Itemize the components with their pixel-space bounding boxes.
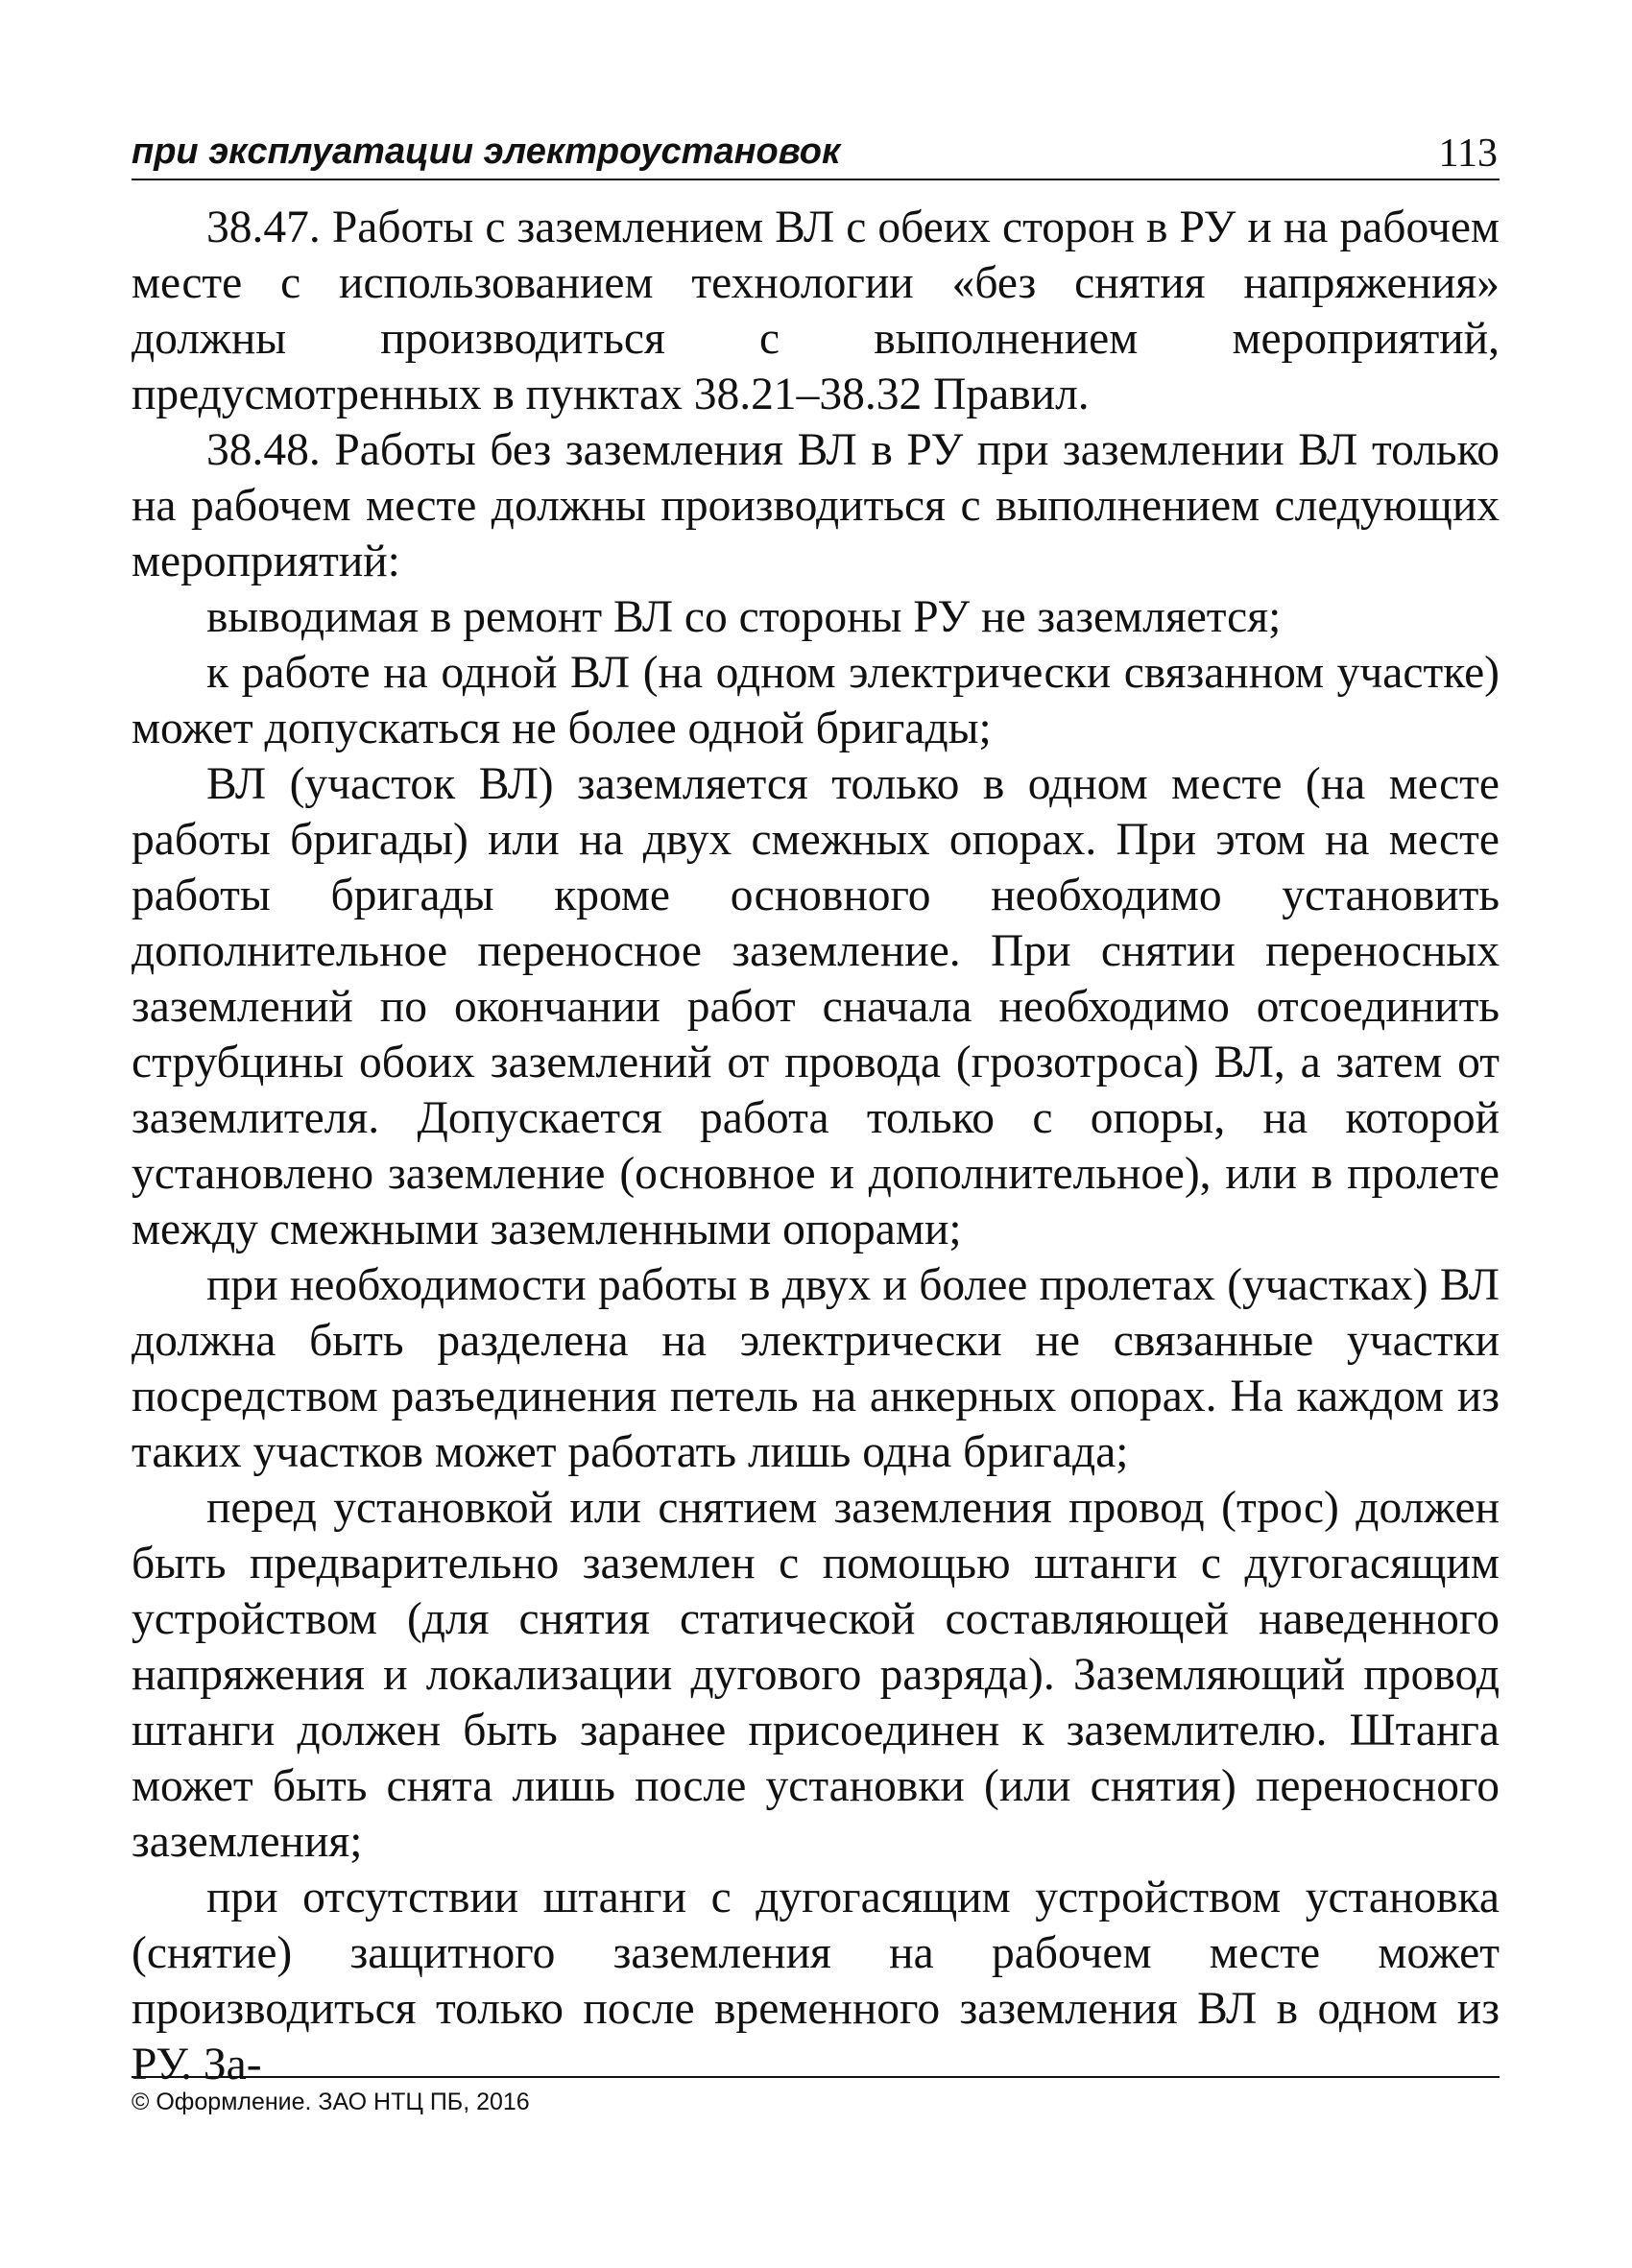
measure-paragraph: при необходимости работы в двух и более пролетах (участках) ВЛ должна быть разделена на электрически не связанные участки посредством разъединения петель на анкерных опорах. На каждом из таких участков может работать лишь одна бригада; xyxy=(132,1260,1500,1477)
running-title: при эксплуатации электроустановок xyxy=(132,131,841,172)
footer-copyright: © Оформление. ЗАО НТЦ ПБ, 2016 xyxy=(132,2089,530,2115)
measure-paragraph: перед установкой или снятием заземления провод (трос) должен быть предварительно заземлен с помощью штанги с дугогасящим устройством (для снятия статической составляющей наведенного напряжения и локализации дугового разряда). Заземляющий провод штанги должен быть заранее присоединен к заземлителю. Штанга может быть снята лишь после установки (или снятия) переносного заземления; xyxy=(132,1483,1500,1867)
page-number: 113 xyxy=(1438,131,1498,176)
measure-paragraph: при отсутствии штанги с дугогасящим устройством установка (снятие) защитного заземления на рабочем месте может производиться только после временного заземления ВЛ в одном из РУ. За- xyxy=(132,1873,1500,2089)
paragraph-38-48: 38.48. Работы без заземления ВЛ в РУ при заземлении ВЛ только на рабочем месте должны производиться с выполнением следующих мероприятий: xyxy=(132,425,1500,586)
measure-paragraph: ВЛ (участок ВЛ) заземляется только в одном месте (на месте работы бригады) или на двух смежных опорах. При этом на месте работы бригады кроме основного необходимо установить дополнительное переносное заземление. При снятии переносных заземлений по окончании работ сначала необходимо отсоединить струбцины обоих заземлений от провода (грозотроса) ВЛ, а затем от заземлителя. Допускается работа только с опоры, на которой установлено заземление (основное и дополнительное), или в пролете между смежными заземленными опорами; xyxy=(132,759,1500,1254)
body-text xyxy=(132,200,1500,2092)
running-header xyxy=(132,123,1500,180)
measure-paragraph: выводимая в ремонт ВЛ со стороны РУ не заземляется; xyxy=(206,592,1282,642)
measure-paragraph: к работе на одной ВЛ (на одном электрически связанном участке) может допускаться не более одной бригады; xyxy=(132,648,1500,753)
footer-divider xyxy=(132,2076,1500,2078)
paragraph-38-47: 38.47. Работы с заземлением ВЛ с обеих сторон в РУ и на рабочем месте с использованием технологии «без снятия напряжения» должны производиться с выполнением мероприятий, предусмотренных в пунктах 38.21–38.32 Правил. xyxy=(132,203,1500,419)
book-page xyxy=(132,0,1500,2268)
